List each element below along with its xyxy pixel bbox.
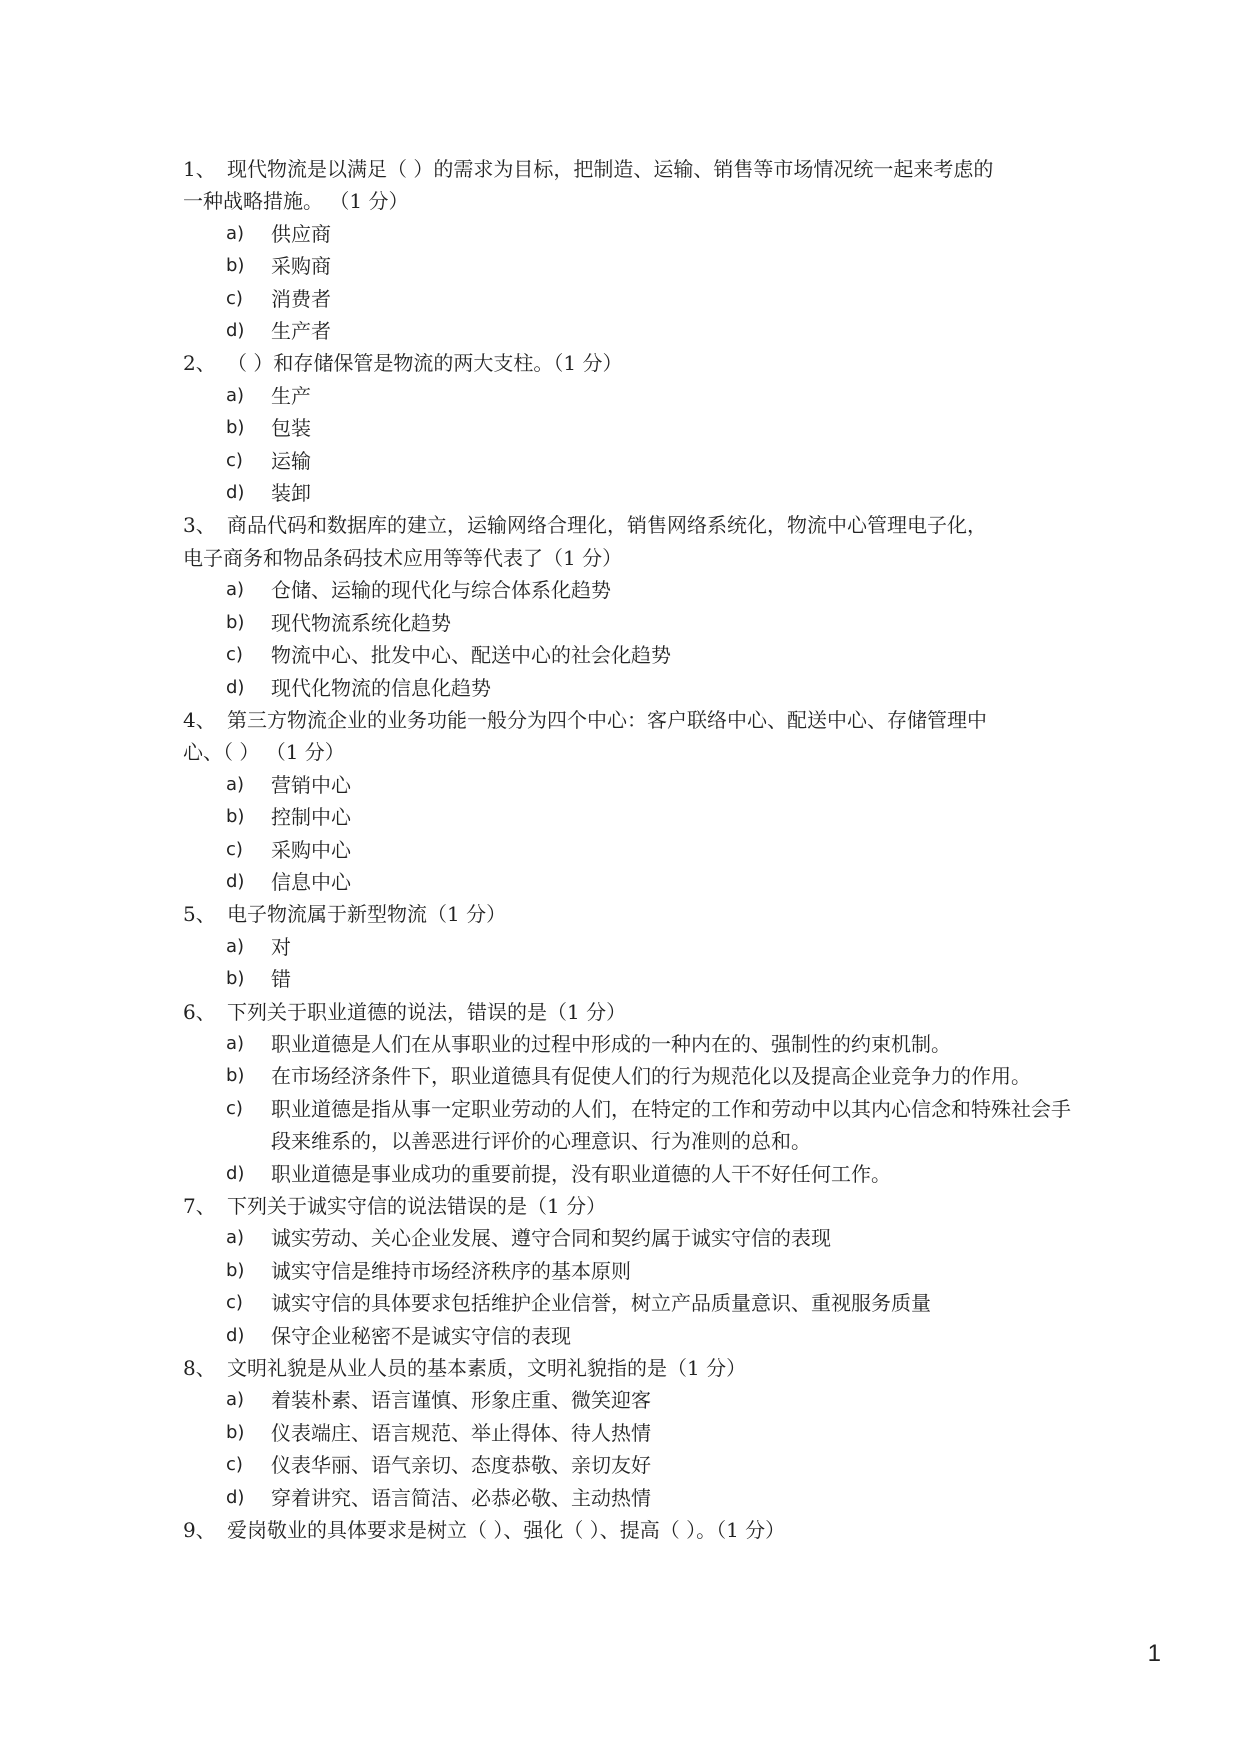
- option-label: c): [226, 1097, 243, 1119]
- answer-option: [183, 477, 1083, 509]
- question-block: [183, 347, 1083, 509]
- answer-option: [183, 834, 1083, 866]
- option-text: 职业道德是人们在从事职业的过程中形成的一种内在的、强制性的约束机制。: [271, 1031, 951, 1056]
- option-label: b): [226, 1259, 245, 1281]
- question-text: 电子物流属于新型物流（1 分）: [227, 902, 507, 927]
- question-number: 6、: [183, 999, 216, 1024]
- option-text: 采购商: [271, 254, 331, 279]
- option-text: 运输: [271, 448, 311, 473]
- option-text: 营销中心: [271, 772, 351, 797]
- option-label: a): [226, 1032, 245, 1054]
- option-label: b): [226, 806, 245, 828]
- option-text: 生产: [271, 383, 311, 408]
- question-number: 9、: [183, 1518, 216, 1543]
- question-block: [183, 1190, 1083, 1352]
- option-text: 仓储、运输的现代化与综合体系化趋势: [271, 578, 611, 603]
- option-label: a): [226, 1389, 245, 1411]
- option-text: 着装朴素、语言谨慎、形象庄重、微笑迎客: [271, 1388, 651, 1413]
- question-line: [183, 898, 1083, 930]
- option-label: a): [226, 222, 245, 244]
- answer-option: [183, 866, 1083, 898]
- question-text-continuation: 一种战略措施。 （1 分）: [183, 189, 409, 214]
- question-text: 下列关于诚实守信的说法错误的是（1 分）: [227, 1194, 607, 1218]
- answer-option: [183, 1093, 1083, 1158]
- answer-option: [183, 607, 1083, 639]
- option-text: 仪表端庄、语言规范、举止得体、待人热情: [271, 1420, 651, 1445]
- answer-option: [183, 380, 1083, 412]
- option-text: 保守企业秘密不是诚实守信的表现: [271, 1323, 571, 1348]
- question-text: 商品代码和数据库的建立，运输网络合理化，销售网络系统化，物流中心管理电子化，: [227, 513, 987, 538]
- question-block: [183, 1514, 1083, 1546]
- option-label: b): [226, 611, 245, 633]
- option-label: d): [226, 482, 245, 504]
- option-label: d): [226, 1324, 245, 1346]
- answer-option: [183, 1222, 1083, 1254]
- answer-option: [183, 1028, 1083, 1060]
- option-text: 现代物流系统化趋势: [271, 610, 451, 635]
- page-number: 1: [1147, 1640, 1161, 1667]
- question-text: 现代物流是以满足（ ）的需求为目标，把制造、运输、销售等市场情况统一起来考虑的: [227, 157, 994, 181]
- option-label: d): [226, 676, 245, 698]
- question-number: 3、: [183, 513, 216, 538]
- question-block: [183, 898, 1083, 995]
- question-number: 8、: [183, 1356, 216, 1381]
- option-text: 采购中心: [271, 837, 351, 862]
- option-label: a): [226, 935, 245, 957]
- question-line: [183, 704, 1083, 736]
- option-text: 诚实劳动、关心企业发展、遵守合同和契约属于诚实守信的表现: [271, 1226, 831, 1251]
- answer-option: [183, 1449, 1083, 1481]
- answer-option: [183, 1287, 1083, 1319]
- question-block: [183, 1352, 1083, 1514]
- question-list: [183, 153, 1083, 1546]
- option-text: 信息中心: [271, 869, 351, 894]
- option-text: 职业道德是指从事一定职业劳动的人们，在特定的工作和劳动中以其内心信念和特殊社会手段来维系的，以善恶进行评价的心理意识、行为准则的总和。: [271, 1096, 1071, 1154]
- option-text: 物流中心、批发中心、配送中心的社会化趋势: [271, 643, 671, 668]
- option-text: 诚实守信是维持市场经济秩序的基本原则: [271, 1258, 631, 1283]
- option-label: c): [226, 1292, 243, 1314]
- option-label: d): [226, 870, 245, 892]
- option-text: 在市场经济条件下，职业道德具有促使人们的行为规范化以及提高企业竞争力的作用。: [271, 1064, 1031, 1089]
- option-label: c): [226, 287, 243, 309]
- question-block: [183, 996, 1083, 1190]
- option-text: 生产者: [271, 319, 331, 344]
- option-label: c): [226, 838, 243, 860]
- answer-option: [183, 445, 1083, 477]
- answer-option: [183, 963, 1083, 995]
- option-label: c): [226, 449, 243, 471]
- question-line: [183, 996, 1083, 1028]
- question-text: （ ）和存储保管是物流的两大支柱。（1 分）: [227, 351, 623, 376]
- option-label: b): [226, 1421, 245, 1443]
- option-text: 包装: [271, 416, 311, 441]
- question-block: [183, 153, 1083, 347]
- question-number: 2、: [183, 351, 216, 376]
- answer-option: [183, 639, 1083, 671]
- option-label: c): [226, 1454, 243, 1476]
- answer-option: [183, 412, 1083, 444]
- question-block: [183, 704, 1083, 898]
- question-text-continuation: 心、（ ） （1 分）: [183, 740, 345, 765]
- option-text: 控制中心: [271, 805, 351, 830]
- question-line: [183, 1352, 1083, 1384]
- answer-option: [183, 1255, 1083, 1287]
- question-number: 1、: [183, 157, 216, 181]
- answer-option: [183, 1482, 1083, 1514]
- option-label: b): [226, 1065, 245, 1087]
- option-text: 职业道德是事业成功的重要前提，没有职业道德的人干不好任何工作。: [271, 1161, 891, 1186]
- question-number: 4、: [183, 707, 216, 732]
- option-text: 消费者: [271, 286, 331, 311]
- option-text: 仪表华丽、语气亲切、态度恭敬、亲切友好: [271, 1453, 651, 1478]
- answer-option: [183, 218, 1083, 250]
- answer-option: [183, 1158, 1083, 1190]
- question-text: 下列关于职业道德的说法，错误的是（1 分）: [227, 999, 627, 1024]
- answer-option: [183, 672, 1083, 704]
- question-text: 爱岗敬业的具体要求是树立（ ）、强化（ ）、提高（ ）。（1 分）: [227, 1518, 786, 1543]
- question-line: [183, 347, 1083, 379]
- question-line: [183, 509, 1083, 541]
- question-line: [183, 1514, 1083, 1546]
- option-label: d): [226, 1162, 245, 1184]
- answer-option: [183, 1060, 1083, 1092]
- option-text: 诚实守信的具体要求包括维护企业信誉，树立产品质量意识、重视服务质量: [271, 1291, 931, 1316]
- option-text: 错: [271, 967, 291, 992]
- answer-option: [183, 1320, 1083, 1352]
- answer-option: [183, 315, 1083, 347]
- option-text: 对: [271, 934, 291, 959]
- question-text-continuation: 电子商务和物品条码技术应用等等代表了（1 分）: [183, 545, 623, 570]
- question-text: 第三方物流企业的业务功能一般分为四个中心：客户联络中心、配送中心、存储管理中: [227, 707, 987, 732]
- option-label: d): [226, 320, 245, 342]
- option-label: a): [226, 384, 245, 406]
- option-label: a): [226, 773, 245, 795]
- question-number: 7、: [183, 1194, 216, 1218]
- question-number: 5、: [183, 902, 216, 927]
- question-line: [183, 1190, 1083, 1222]
- answer-option: [183, 250, 1083, 282]
- question-block: [183, 509, 1083, 703]
- option-label: b): [226, 417, 245, 439]
- answer-option: [183, 1417, 1083, 1449]
- option-label: d): [226, 1486, 245, 1508]
- option-text: 现代化物流的信息化趋势: [271, 675, 491, 700]
- option-label: a): [226, 579, 245, 601]
- option-label: b): [226, 255, 245, 277]
- answer-option: [183, 1384, 1083, 1416]
- answer-option: [183, 283, 1083, 315]
- option-text: 穿着讲究、语言简洁、必恭必敬、主动热情: [271, 1485, 651, 1510]
- question-text: 文明礼貌是从业人员的基本素质，文明礼貌指的是（1 分）: [227, 1356, 747, 1381]
- answer-option: [183, 931, 1083, 963]
- option-label: b): [226, 968, 245, 990]
- answer-option: [183, 574, 1083, 606]
- option-text: 供应商: [271, 221, 331, 246]
- option-text: 装卸: [271, 481, 311, 506]
- answer-option: [183, 769, 1083, 801]
- answer-option: [183, 801, 1083, 833]
- question-line: [183, 153, 1083, 185]
- option-label: a): [226, 1227, 245, 1249]
- option-label: c): [226, 644, 243, 666]
